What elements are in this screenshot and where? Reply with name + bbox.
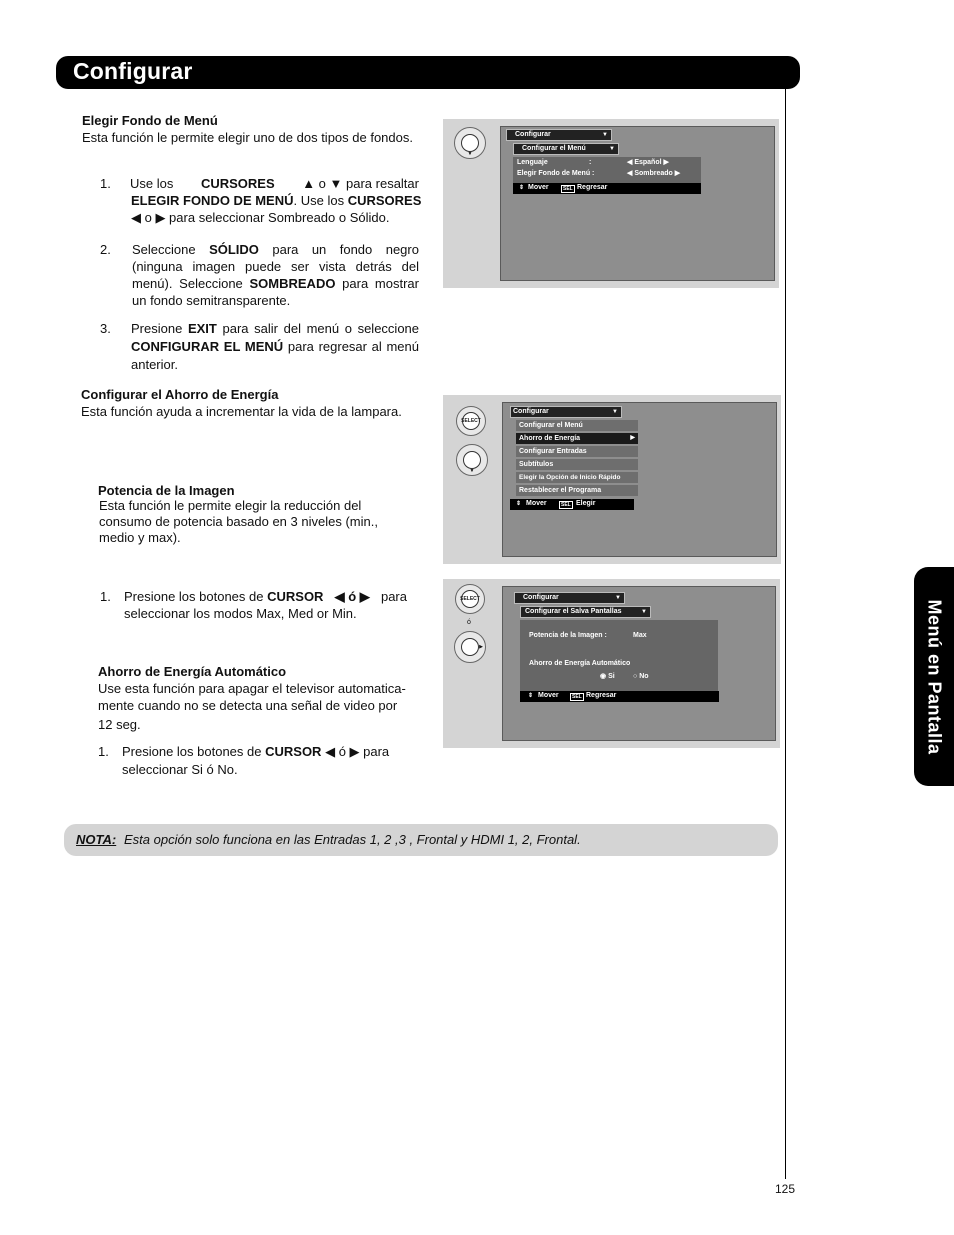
subsection-heading-auto-energy: Ahorro de Energía Automático <box>98 664 287 679</box>
menu-item: Configurar Entradas <box>516 446 638 457</box>
select-button-icon: SELECT <box>456 406 486 436</box>
option-menu-background: Elegir Fondo de Menú : <box>517 170 595 177</box>
sub2-step-line1: Presione los botones de CURSOR ◀ ó ▶ para <box>122 744 390 759</box>
radio-unchecked-icon: ○ <box>633 673 638 680</box>
option-language: Lenguaje <box>517 159 548 166</box>
step1-keyword: CURSORES <box>347 193 422 208</box>
menu-item: Restablecer el Programa <box>516 485 638 496</box>
or-label: ó <box>467 619 471 626</box>
screenshot-panel-1 <box>443 119 779 288</box>
side-tab <box>914 567 954 786</box>
menu-bar-configurar: Configurar ▼ <box>514 592 625 604</box>
subsection-heading-picture-power: Potencia de la Imagen <box>98 483 235 498</box>
option-colon: : <box>589 159 592 166</box>
radio-si: ◉ Si <box>600 673 615 680</box>
side-tab-label: Menú en Pantalla <box>924 598 945 755</box>
subsection-text-line: Use esta función para apagar el televisor automatica- <box>98 681 406 696</box>
step1-keyword: ELEGIR FONDO DE MENÚ <box>131 193 294 208</box>
select-button-icon: SELECT <box>455 584 485 614</box>
step-number: 1. <box>100 176 111 191</box>
section-heading-menu-background: Elegir Fondo de Menú <box>82 113 218 128</box>
note-text: Esta opción solo funciona en las Entradas 1, 2 ,3 , Frontal y HDMI 1, 2, Frontal. <box>124 832 581 847</box>
step1-line1 <box>130 175 419 192</box>
menu-item: Elegir la Opción de Inicio Rápido <box>516 472 638 483</box>
note-label: NOTA: <box>76 832 117 847</box>
step-number: 1. <box>98 744 109 759</box>
subsection-text: Esta función le permite elegir la reducción del consumo de potencia basado en 3 niveles (min., medio y max). <box>99 498 378 545</box>
menu-options-box <box>513 157 701 183</box>
step-number: 3. <box>100 321 111 336</box>
step1-text: ▲ o ▼ para resaltar <box>302 176 419 191</box>
step-number: 2. <box>100 242 111 257</box>
tv-screen <box>500 126 775 281</box>
menu-bar-screensaver: Configurar el Salva Pantallas ▼ <box>520 606 651 618</box>
option-auto-energy: Ahorro de Energía Automático <box>529 660 631 667</box>
sub2-step-line2: seleccionar Si ó No. <box>122 762 238 777</box>
section-intro: Esta función ayuda a incrementar la vida de la lampara. <box>81 404 402 419</box>
page-title: Configurar <box>73 58 193 84</box>
menu-item: Configurar el Menú <box>516 420 638 431</box>
option-picture-power-value: Max <box>633 632 647 639</box>
sub1-step-line2: seleccionar los modos Max, Med or Min. <box>124 606 357 621</box>
cursor-button-icon: ▶ <box>454 631 486 663</box>
page-title-bar <box>56 56 800 89</box>
screenshot-panel-3 <box>443 579 780 748</box>
step1-text: . Use los <box>293 193 345 208</box>
menu-footer: ⇕ Mover SEL Elegir <box>510 499 634 510</box>
radio-no: ○ No <box>633 673 649 680</box>
menu-item: Subtítulos <box>516 459 638 470</box>
cursor-button-icon: ▼ <box>454 127 486 159</box>
radio-checked-icon: ◉ <box>600 673 607 680</box>
step1-line2 <box>131 192 421 209</box>
section-heading-energy-saving: Configurar el Ahorro de Energía <box>81 387 279 402</box>
sub1-step-line1: Presione los botones de CURSOR ◀ ó ▶ para <box>124 589 407 604</box>
page-number: 125 <box>775 1182 796 1196</box>
step-number: 1. <box>100 589 111 604</box>
option-picture-power: Potencia de la Imagen : <box>529 632 607 639</box>
step2-text: Seleccione SÓLIDO para un fondo negro (ninguna imagen puede ser vista detrás del menú). Seleccione SOMBREADO para mostrar un fondo semitransparente. <box>132 242 419 308</box>
menu-bar-configurar: Configurar ▼ <box>510 406 622 418</box>
subsection-text-line: 12 seg. <box>98 717 141 732</box>
menu-item-selected: Ahorro de Energía ▶ <box>516 433 638 444</box>
step1-text: Use los <box>130 176 174 191</box>
menu-bar-configurar-menu: Configurar el Menú ▼ <box>513 143 619 155</box>
menu-bar-configurar: Configurar ▼ <box>506 129 612 141</box>
screenshot-panel-2 <box>443 395 781 564</box>
step1-line3: ◀ o ▶ para seleccionar Sombreado o Sólido. <box>131 210 390 225</box>
tv-screen <box>502 586 776 741</box>
menu-footer: ⇕ Mover SEL Regresar <box>513 183 701 194</box>
column-divider <box>785 89 786 1179</box>
menu-options-box <box>520 620 718 691</box>
section-intro: Esta función le permite elegir uno de dos tipos de fondos. <box>82 130 413 145</box>
option-menu-background-value: ◀ Sombreado ▶ <box>627 170 681 177</box>
subsection-text-line: mente cuando no se detecta una señal de video por <box>98 698 398 713</box>
cursor-button-icon: ▼ <box>456 444 488 476</box>
option-language-value: ◀ Español ▶ <box>627 159 669 166</box>
step1-keyword: CURSORES <box>200 176 275 191</box>
tv-screen <box>502 402 777 557</box>
menu-footer: ⇕ Mover SEL Regresar <box>520 691 719 702</box>
step3-text: Presione EXIT para salir del menú o seleccione CONFIGURAR EL MENÚ para regresar al menú anterior. <box>131 321 420 372</box>
note-box <box>64 824 778 856</box>
